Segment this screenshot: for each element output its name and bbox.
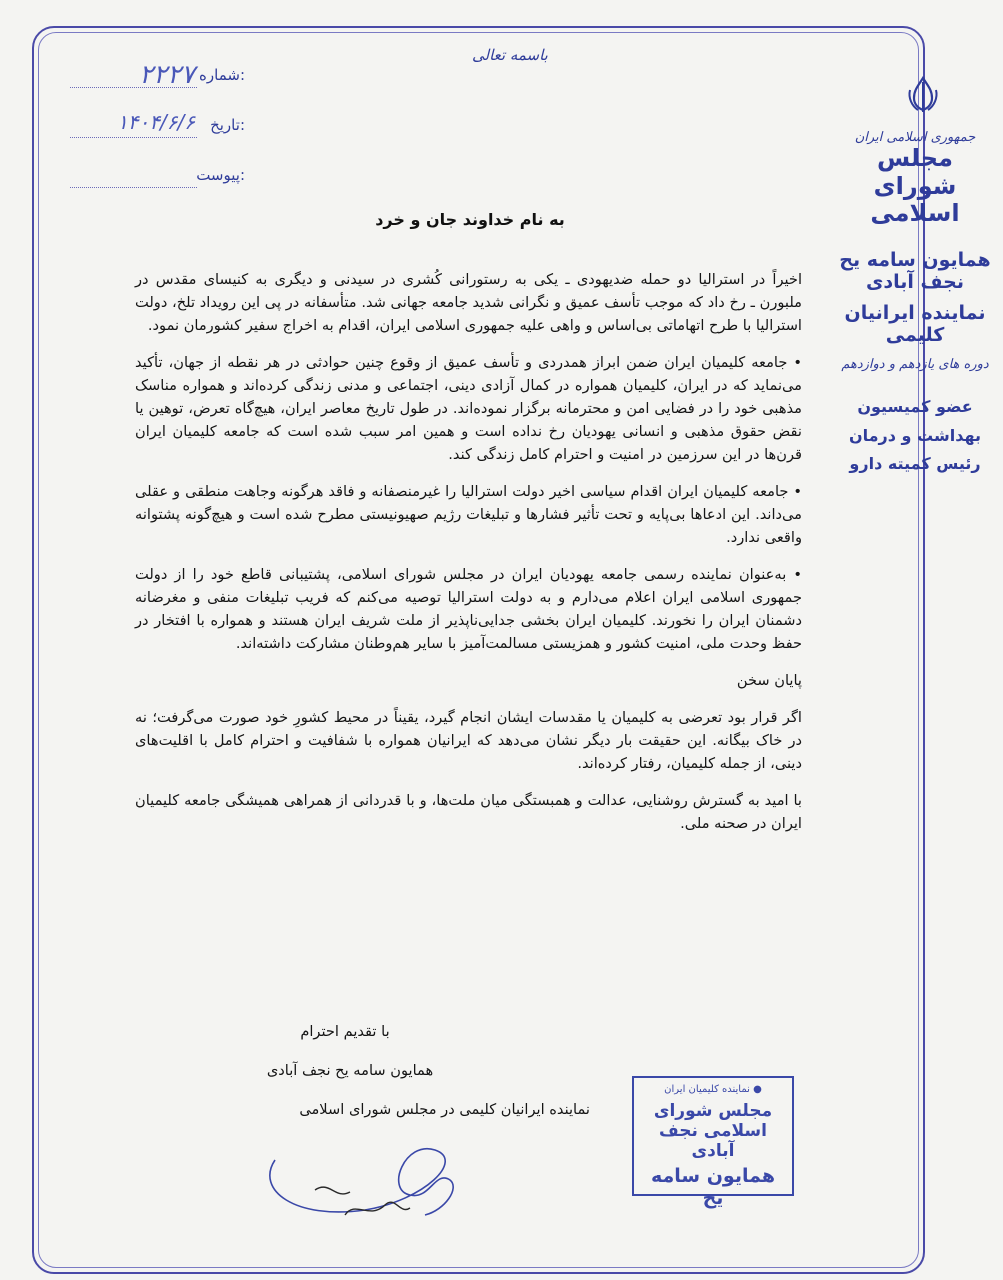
closing-position: نماینده ایرانیان کلیمی در مجلس شورای اسلامی: [299, 1101, 590, 1118]
committee-name: بهداشت و درمان: [848, 425, 982, 445]
official-stamp: [632, 1076, 794, 1209]
date-line: [70, 137, 197, 138]
number-value: ۲۲۲۷: [139, 60, 195, 90]
stamp-line-1: ● نماینده کلیمیان ایران: [664, 1084, 762, 1095]
committee-member: عضو کمیسیون: [857, 397, 973, 417]
letterhead-side: [835, 130, 995, 473]
closing-name: همایون سامه یح نجف آبادی: [266, 1062, 434, 1079]
attachment-row: [70, 160, 255, 190]
paragraph: اگر قرار بود تعرضی به کلیمیان یا مقدسات ایشان انجام گیرد، یقیناً در محیط کشورِ خود صورت می‌گرفت؛ نه در خاک بیگانه. این حقیقت بار دیگر نشان می‌دهد که ایرانیان همواره با شفافیت و احترام کامل با اقلیت‌های دینی، از جمله کلیمیان، رفتار کرده‌اند.: [135, 709, 802, 772]
closing-block: [220, 1020, 590, 1121]
bismillah: باسمه تعالی: [472, 46, 548, 64]
date-row: [70, 110, 255, 140]
republic-label: جمهوری اسلامی ایران: [854, 130, 976, 145]
number-label: شماره:: [199, 66, 245, 84]
closing-regards: با تقدیم احترام: [300, 1023, 390, 1040]
stamp-line-3: همایون سامه یح: [650, 1165, 776, 1209]
paragraph-heading: پایان سخن: [736, 672, 802, 689]
letter-body: [135, 268, 802, 849]
paragraph: اخیراً در استرالیا دو حمله ضدیهودی ـ یکی به رستورانی کُشری در سیدنی و دیگری به کنیسای مقدس در ملبورن ـ رخ داد که موجب تأسف عمیق و نگرانی شدید جامعه جهانی شد. متأسفانه در پی این رویداد تلخ، دولت استرالیا با طرح اتهاماتی بی‌اساس و واهی علیه جمهوری اسلامی ایران، اقدام به اخراج سفیر کشورمان نمود.: [135, 271, 802, 334]
terms-label: دوره های یازدهم و دوازدهم: [841, 357, 989, 373]
number-line: [70, 87, 197, 88]
rep-name: همایون سامه یح نجف آبادی: [839, 248, 991, 293]
rep-title: نماینده ایرانیان کلیمی: [844, 302, 986, 347]
signature-icon: [235, 1120, 495, 1240]
parliament-label: مجلس شورای اسلامی: [870, 144, 960, 228]
paragraph: • به‌عنوان نماینده رسمی جامعه یهودیان ایران در مجلس شورای اسلامی، پشتیبانی قاطع خود را از دولت جمهوری اسلامی ایران اعلام می‌دارم و به دولت استرالیا توصیه می‌کنم که فریب تبلیغات منفی و مغرضانه دشمنان ایران را نخورند. کلیمیان ایران بخشی جدایی‌ناپذیر از ملت شریف ایران هستند و همواره با افتخار در حفظ وحدت ملی، امنیت کشور و همزیستی مسالمت‌آمیز با سایر هم‌وطنان مشارکت داشته‌اند.: [135, 566, 802, 652]
document-title: به نام خداوند جان و خرد: [375, 210, 565, 229]
emblem-icon: [900, 72, 946, 118]
stamp-line-2: مجلس شورای اسلامی نجف آبادی: [653, 1101, 773, 1161]
attachment-label: پیوست:: [196, 166, 245, 184]
number-row: [70, 60, 255, 90]
date-label: تاریخ:: [210, 116, 245, 134]
committee-role: رئیس کمیته دارو: [849, 453, 981, 473]
paragraph: • جامعه کلیمیان ایران ضمن ابراز همدردی و تأسف عمیق از وقوع چنین حوادثی در هر نقطه از جهان، تأکید می‌نماید که در ایران، کلیمیان همواره در کمال آزادی دینی، اجتماعی و مدنی زندگی کرده‌اند و همواره مناسک مذهبی خود را در فضایی امن و محترمانه برگزار نموده‌اند. در طول تاریخ معاصر ایران، هیچ‌گاه تعرض، توهین یا نقض حقوق مذهبی و انسانی یهودیان رخ نداده است و همین امر سبب شده است که جامعه کلیمیان ایران قرن‌ها در این سرزمین در امنیت و احترام کامل زندگی کند.: [135, 354, 802, 463]
date-value: ۱۴۰۴/۶/۶: [117, 110, 195, 134]
paragraph: • جامعه کلیمیان ایران اقدام سیاسی اخیر دولت استرالیا را غیرمنصفانه و فاقد هرگونه وجاهت منطقی و عقلی می‌داند. این ادعاها بی‌پایه و تحت تأثیر فشارها و تبلیغات رژیم صهیونیستی مطرح شده است و هیچ‌گونه پشتوانه واقعی ندارد.: [135, 483, 802, 546]
paragraph: با امید به گسترش روشنایی، عدالت و همبستگی میان ملت‌ها، و با قدردانی از همراهی همیشگی جامعه کلیمیان ایران در صحنه ملی.: [135, 792, 802, 832]
attachment-line: [70, 187, 197, 188]
